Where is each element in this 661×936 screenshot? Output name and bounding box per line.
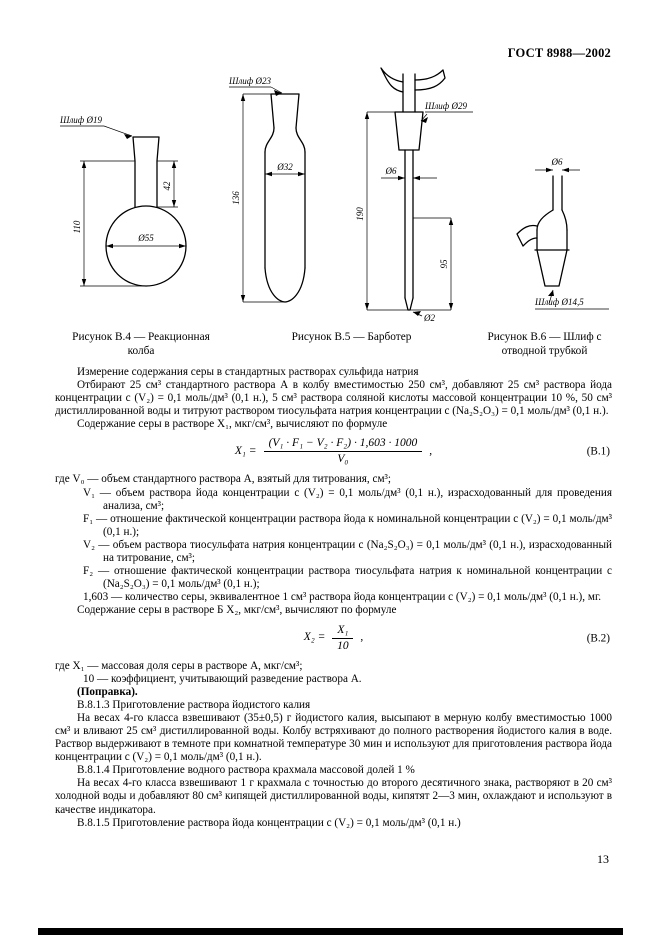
- b5-inner-length-label: 190: [354, 207, 365, 221]
- figure-b6-caption: Рисунок В.6 — Шлиф с отводной трубкой: [487, 331, 602, 357]
- scan-edge-bar: [38, 928, 623, 935]
- b5-inner-tip-diameter-label: Ø2: [423, 313, 435, 323]
- bubbler-inner-tube-drawing: [337, 66, 477, 324]
- clause-b814-text: На весах 4-го класса взвешивают 1 г крахмала с точностью до второго десятичного знака, растворяют в 20 см³ холодной воды и добавляют 80 см³ кипящей дистиллированной воды, кипятят 2—3 мин, охлаждают и используют в качестве индикатора.: [55, 777, 612, 816]
- popravka-note: (Поправка).: [77, 685, 138, 698]
- figure-b5-drawing-area: [227, 66, 477, 324]
- b5-inner-lower-length-label: 95: [438, 259, 449, 269]
- formula-b1-expression: [235, 437, 432, 466]
- b5-inner-tube-diameter-label: Ø6: [385, 166, 396, 176]
- b5-outer-height-label: 136: [230, 191, 241, 205]
- definition-item: 10 — коэффициент, учитывающий разведение раствора А.: [83, 672, 362, 685]
- b4-height-dim-label: 110: [72, 220, 82, 234]
- formula-b1-numerator: (V₁ · F₁ − V₂ · F₂) · 1,603 · 1000: [264, 437, 423, 452]
- reaction-flask-drawing: [56, 109, 226, 324]
- figure-b4-caption: Рисунок В.4 — Реакционная колба: [72, 331, 210, 357]
- figure-b5-caption: Рисунок В.5 — Барботер: [291, 331, 412, 343]
- clause-b813-heading: В.8.1.3 Приготовление раствора йодистого калия: [77, 698, 311, 711]
- b5-inner-joint-label: Шлиф Ø29: [424, 101, 467, 111]
- b6-joint-label: Шлиф Ø14,5: [535, 297, 584, 307]
- b5-outer-diameter-label: Ø32: [276, 162, 293, 172]
- outlet-joint-drawing: [477, 154, 612, 324]
- b4-joint-dim-label: Шлиф Ø19: [60, 115, 102, 125]
- section-intro-title: Измерение содержания серы в стандартных растворах сульфида натрия: [77, 366, 419, 378]
- definition-item: где V₀ — объем стандартного раствора А, взятый для титрования, см³;: [55, 473, 392, 486]
- page-number: 13: [597, 852, 609, 866]
- paragraph-formula1-intro: Содержание серы в растворе X₁, мкг/см³, вычисляют по формуле: [77, 418, 388, 431]
- formula-b1-comma: ,: [429, 445, 433, 458]
- definition-item: V₂ — объем раствора тиосульфата натрия концентрации c (Na₂S₂O₃) = 0,1 моль/дм³ (0,1 н.), израсходованный на титрование, см³;: [83, 538, 612, 565]
- b6-tube-diameter-label: Ø6: [551, 157, 563, 167]
- figure-b5: [227, 66, 477, 345]
- paragraph-formula2-intro: Содержание серы в растворе Б X₂, мкг/см³, вычисляют по формуле: [77, 604, 397, 617]
- paragraph-titration: Отбирают 25 см³ стандартного раствора А в колбу вместимостью 250 см³, добавляют 25 см³ раствора йода концентрации c (V₂) = 0,1 моль/дм³ (0,1 н.), 5 см³ раствора соляной кислоты массовой концентрации 10 %, 50 см³ дистиллированной воды и титруют раствором тиосульфата натрия концентрации c (Na₂S₂O₃) = 0,1 моль/дм³ (0,1 н.).: [55, 379, 612, 418]
- figure-b4: [56, 66, 226, 358]
- definition-item: 1,603 — количество серы, эквивалентное 1 см³ раствора йода концентрации c (V₂) = 0,1 моль/дм³ (0,1 н.), мг.: [83, 591, 602, 604]
- formula-b2-number: (В.2): [586, 631, 610, 644]
- formula-b1-fraction: [264, 437, 423, 466]
- figure-b6-drawing-area: [477, 66, 612, 324]
- clause-b814-heading: В.8.1.4 Приготовление водного раствора крахмала массовой долей 1 %: [77, 764, 415, 777]
- figure-b6: [477, 66, 612, 358]
- formula-b1-lhs: X₁ =: [234, 445, 257, 458]
- formula-b2-numerator: X₁: [332, 624, 353, 639]
- formula-b2: [55, 624, 612, 654]
- definition-item: F₂ — отношение фактической концентрации раствора тиосульфата натрия к номинальной концентрации c (Na₂S₂O₃) = 0,1 моль/дм³ (0,1 н.);: [83, 565, 612, 591]
- formula-b2-lhs: X₂ =: [303, 631, 326, 644]
- clause-b815-heading: В.8.1.5 Приготовление раствора йода концентрации c (V₂) = 0,1 моль/дм³ (0,1 н.): [77, 816, 461, 829]
- body-text: [55, 366, 612, 830]
- formula-b2-denominator: 10: [337, 639, 349, 652]
- formula-b2-comma: ,: [360, 631, 364, 644]
- formula-b1-denominator: V₀: [337, 453, 349, 466]
- figure-b4-drawing-area: [56, 66, 226, 324]
- bubbler-outer-tube-drawing: [227, 72, 335, 324]
- clause-b813-text: На весах 4-го класса взвешивают (35±0,5) г йодистого калия, высыпают в мерную колбу вместимостью 1000 см³ и вливают 25 см³ дистиллированной воды. Колбу встряхивают до полного растворения йодистого калия в воде. Раствор выдерживают в темноте при комнатной температуре 30 мин и используют для приготовления раствора йода концентрации c (V₂) = 0,1 моль/дм³ (0,1 н.).: [55, 711, 612, 764]
- definition-item: V₁ — объем раствора йода концентрации c (V₂) = 0,1 моль/дм³ (0,1 н.), израсходованный для проведения анализа, см³;: [83, 486, 612, 512]
- definition-item: где X₁ — массовая доля серы в растворе А, мкг/см³;: [55, 659, 303, 672]
- b5-outer-joint-label: Шлиф Ø23: [228, 76, 271, 86]
- document-number: ГОСТ 8988—2002: [507, 46, 611, 60]
- definition-item: F₁ — отношение фактической концентрации раствора йода к номинальной концентрации c (V₂) = 0,1 моль/дм³ (0,1 н.);: [83, 512, 612, 538]
- b4-neck-dim-label: 42: [162, 181, 172, 191]
- figures-row: [56, 66, 612, 358]
- b4-bulb-diameter-label: Ø55: [138, 233, 154, 243]
- formula-b2-expression: [304, 624, 364, 653]
- formula-b1-number: (В.1): [586, 445, 610, 458]
- formula-b2-fraction: [332, 624, 353, 653]
- formula-b1: [55, 437, 612, 467]
